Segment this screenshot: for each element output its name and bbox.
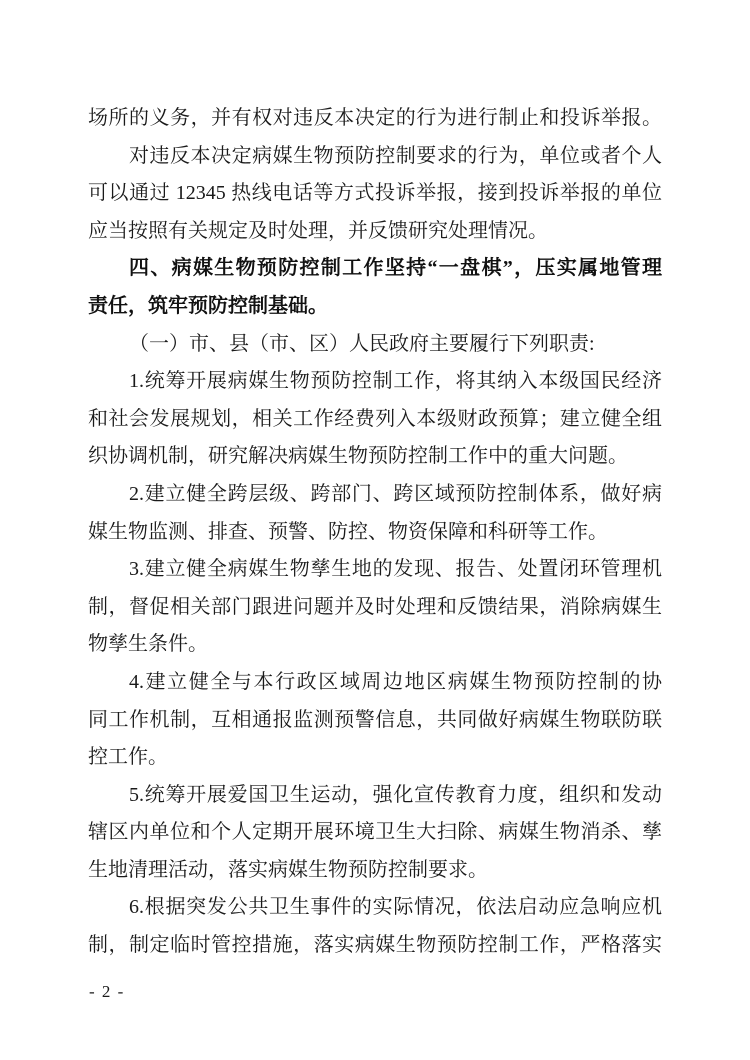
list-item-6 (88, 889, 662, 964)
text-line: 对违反本决定病媒生物预防控制要求的行为，单位或者个人 (129, 144, 662, 167)
text-line: 2.建立健全跨层级、跨部门、跨区域预防控制体系，做好病 (129, 482, 662, 505)
list-item-5 (88, 777, 662, 890)
text-line: 5.统筹开展爱国卫生运动，强化宣传教育力度，组织和发动 (129, 783, 662, 806)
document-body (88, 100, 662, 965)
text-line: 织协调机制，研究解决病媒生物预防控制工作中的重大问题。 (88, 445, 628, 468)
text-line: 同工作机制，互相通报监测预警信息，共同做好病媒生物联防联 (88, 708, 662, 731)
text-line: 四、病媒生物预防控制工作坚持“一盘棋”，压实属地管理 (129, 257, 662, 280)
list-item-1 (88, 363, 662, 476)
text-line: 责任，筑牢预防控制基础。 (88, 294, 328, 317)
heading-subsection-one (88, 326, 662, 364)
list-item-3 (88, 551, 662, 664)
text-line: 制，督促相关部门跟进问题并及时处理和反馈结果，消除病媒生 (88, 595, 662, 618)
paragraph-continuation (88, 100, 662, 138)
text-line: 媒生物监测、排查、预警、防控、物资保障和科研等工作。 (88, 520, 608, 543)
text-line: 辖区内单位和个人定期开展环境卫生大扫除、病媒生物消杀、孳 (88, 821, 662, 844)
heading-section-four (88, 250, 662, 325)
page-number: - 2 - (89, 982, 125, 1001)
list-item-4 (88, 664, 662, 777)
text-line: 3.建立健全病媒生物孳生地的发现、报告、处置闭环管理机 (129, 558, 662, 581)
text-line: 制，制定临时管控措施，落实病媒生物预防控制工作，严格落实 (88, 934, 662, 957)
text-line: 物孳生条件。 (88, 633, 208, 656)
list-item-2 (88, 476, 662, 551)
text-line: 和社会发展规划，相关工作经费列入本级财政预算；建立健全组 (88, 407, 662, 430)
text-line: 生地清理活动，落实病媒生物预防控制要求。 (88, 858, 488, 881)
text-line: 1.统筹开展病媒生物预防控制工作，将其纳入本级国民经济 (129, 370, 662, 393)
text-line: 场所的义务，并有权对违反本决定的行为进行制止和投诉举报。 (88, 107, 662, 129)
text-line: （一）市、县（市、区）人民政府主要履行下列职责: (129, 332, 595, 355)
text-line: 6.根据突发公共卫生事件的实际情况，依法启动应急响应机 (129, 896, 662, 919)
paragraph-complaint-channels (88, 138, 662, 251)
text-line: 应当按照有关规定及时处理，并反馈研究处理情况。 (88, 219, 548, 242)
text-line: 可以通过 12345 热线电话等方式投诉举报，接到投诉举报的单位 (88, 182, 662, 205)
text-line: 4.建立健全与本行政区域周边地区病媒生物预防控制的协 (129, 670, 662, 693)
text-line: 控工作。 (88, 746, 168, 769)
